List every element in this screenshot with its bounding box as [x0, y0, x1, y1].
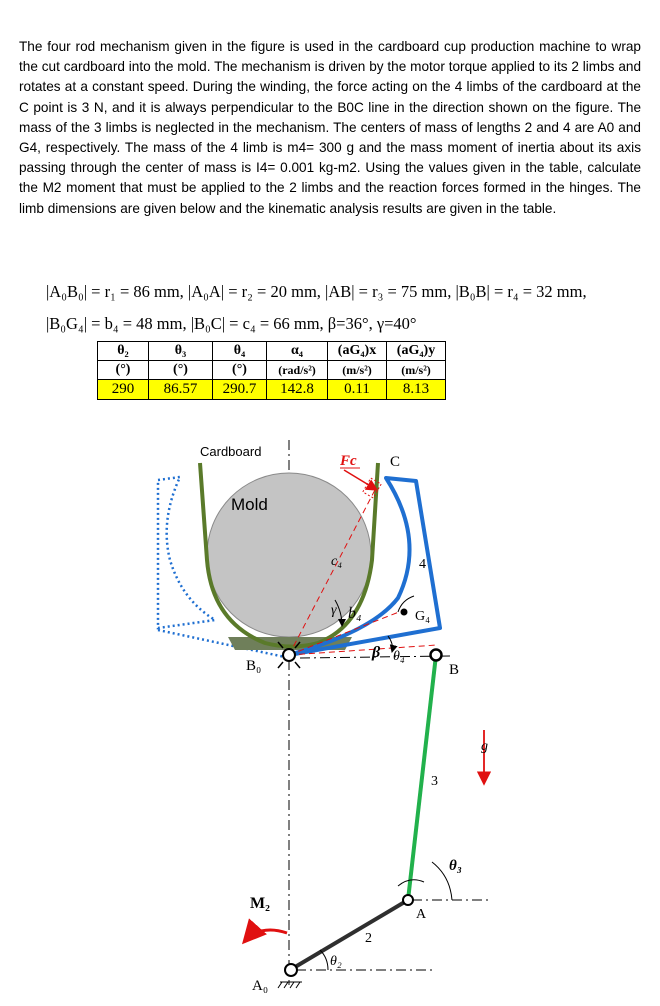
label-theta4: θ₄	[393, 649, 405, 664]
label-b: B	[449, 662, 460, 678]
mechanism-figure	[0, 430, 660, 1006]
label-g: g	[481, 739, 488, 754]
value-theta2: 290	[98, 380, 149, 400]
value-theta4: 290.7	[213, 380, 267, 400]
label-a0: A₀	[252, 978, 269, 994]
header-theta2: θ₂	[98, 342, 149, 361]
label-theta2: θ₂	[330, 954, 342, 969]
value-ag4y: 8.13	[387, 380, 446, 400]
label-c: C	[390, 454, 401, 470]
header-theta4: θ₄	[213, 342, 267, 361]
joint-b	[431, 650, 442, 661]
header-theta3: θ₃	[149, 342, 213, 361]
header-alpha4: α₄	[267, 342, 328, 361]
given-dimensions-line-2: |B₀G₄| = b₄ = 48 mm, |B₀C| = c₄ = 66 mm, β=36°, γ=40°	[46, 314, 417, 333]
value-alpha4: 142.8	[267, 380, 328, 400]
unit-theta3: (°)	[149, 361, 213, 380]
unit-ag4x: (m/s²)	[328, 361, 387, 380]
label-m2: M₂	[250, 895, 270, 912]
link2	[290, 900, 408, 970]
joint-b0	[283, 649, 295, 661]
label-c4: c₄	[331, 554, 343, 569]
label-link2: 2	[365, 931, 372, 946]
label-a: A	[416, 907, 427, 922]
kinematic-results-table	[97, 341, 446, 400]
label-fc: Fc	[340, 453, 357, 469]
label-cardboard: Cardboard	[200, 444, 262, 459]
header-ag4y: (aG₄)y	[387, 342, 446, 361]
value-ag4x: 0.11	[328, 380, 387, 400]
label-b0: B₀	[246, 658, 262, 674]
given-dimensions-line-1: |A₀B₀| = r₁ = 86 mm, |A₀A| = r₂ = 20 mm, |AB| = r₃ = 75 mm, |B₀B| = r₄ = 32 mm,	[46, 282, 587, 301]
table-header-row	[98, 342, 446, 361]
unit-theta2: (°)	[98, 361, 149, 380]
label-b4: b₄	[348, 605, 362, 622]
g4-point	[401, 609, 408, 616]
joint-a	[403, 895, 413, 905]
label-theta3: θ₃	[449, 858, 463, 874]
label-link4: 4	[419, 557, 426, 572]
label-link3: 3	[431, 774, 438, 789]
force-fc-arrow	[344, 470, 377, 490]
label-mold: Mold	[231, 495, 268, 514]
m2-moment-arrow	[244, 930, 287, 942]
label-beta: β	[372, 644, 381, 661]
label-g4: G₄	[415, 609, 430, 624]
header-ag4x: (aG₄)x	[328, 342, 387, 361]
joint-a0	[285, 964, 297, 976]
unit-ag4y: (m/s²)	[387, 361, 446, 380]
label-gamma: γ	[331, 603, 337, 618]
unit-theta4: (°)	[213, 361, 267, 380]
table-unit-row	[98, 361, 446, 380]
table-value-row	[98, 380, 446, 400]
value-theta3: 86.57	[149, 380, 213, 400]
problem-statement: The four rod mechanism given in the figure is used in the cardboard cup production machine to wrap the cut cardboard into the mold. The mechanism is driven by the motor torque applied to its 2 limbs and rotates at a constant speed. During the winding, the force acting on the 4 limbs of the cardboard at the C point is 3 N, and it is always perpendicular to the B0C line in the direction shown on the figure. The mass of the 3 limbs is neglected in the mechanism. The centers of mass of lengths 2 and 4 are A0 and G4, respectively. The mass of the 4 limb is m4= 300 g and the mass moment of inertia about its axis passing through the center of mass is I4= 0.001 kg-m2. Using the values given in the table, calculate the M2 moment that must be applied to the 2 limbs and the reaction forces formed in the hinges. The limb dimensions are given below and the kinematic analysis results are given in the table.	[19, 39, 641, 216]
unit-alpha4: (rad/s²)	[267, 361, 328, 380]
